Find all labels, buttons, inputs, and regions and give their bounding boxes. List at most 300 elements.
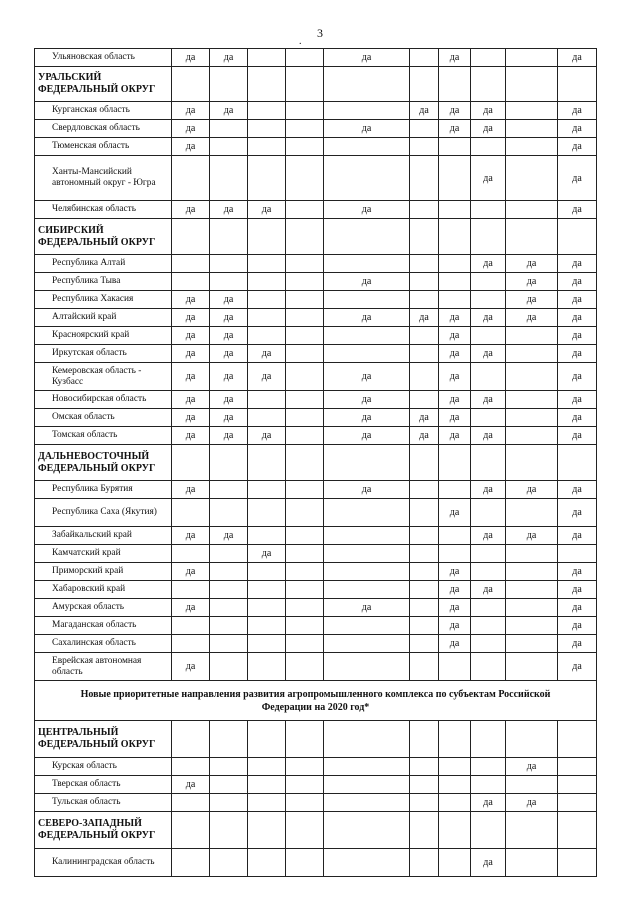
direction-cell: да bbox=[172, 363, 210, 391]
direction-cell: да bbox=[410, 409, 439, 427]
direction-cell bbox=[506, 201, 558, 219]
subject-name: Омская область bbox=[35, 409, 172, 427]
direction-cell bbox=[172, 273, 210, 291]
subject-name: Курская область bbox=[35, 758, 172, 776]
direction-cell bbox=[286, 812, 324, 849]
direction-cell bbox=[286, 776, 324, 794]
direction-cell: да bbox=[172, 345, 210, 363]
direction-cell bbox=[210, 445, 248, 481]
direction-cell bbox=[324, 563, 410, 581]
direction-cell bbox=[506, 409, 558, 427]
direction-cell: да bbox=[172, 138, 210, 156]
direction-cell bbox=[506, 776, 558, 794]
direction-cell: да bbox=[172, 120, 210, 138]
table-row bbox=[35, 635, 597, 653]
region-row bbox=[35, 812, 597, 849]
direction-cell: да bbox=[324, 49, 410, 67]
direction-cell: да bbox=[558, 481, 597, 499]
direction-cell: да bbox=[471, 849, 506, 877]
direction-cell: да bbox=[172, 653, 210, 681]
direction-cell bbox=[439, 653, 471, 681]
direction-cell: да bbox=[172, 409, 210, 427]
direction-cell bbox=[172, 67, 210, 102]
direction-cell: да bbox=[558, 327, 597, 345]
direction-cell: да bbox=[506, 309, 558, 327]
direction-cell: да bbox=[172, 309, 210, 327]
direction-cell bbox=[172, 794, 210, 812]
direction-cell bbox=[248, 849, 286, 877]
subject-name: Новосибирская область bbox=[35, 391, 172, 409]
direction-cell bbox=[506, 581, 558, 599]
direction-cell: да bbox=[439, 391, 471, 409]
direction-cell bbox=[506, 67, 558, 102]
subject-name: Красноярский край bbox=[35, 327, 172, 345]
direction-cell: да bbox=[558, 49, 597, 67]
direction-cell bbox=[439, 721, 471, 758]
direction-cell bbox=[248, 409, 286, 427]
direction-cell: да bbox=[558, 291, 597, 309]
direction-cell bbox=[410, 445, 439, 481]
table-row bbox=[35, 156, 597, 201]
direction-cell bbox=[210, 273, 248, 291]
direction-cell: да bbox=[172, 427, 210, 445]
direction-cell: да bbox=[558, 409, 597, 427]
direction-cell bbox=[439, 67, 471, 102]
direction-cell bbox=[324, 776, 410, 794]
direction-cell: да bbox=[439, 635, 471, 653]
direction-cell: да bbox=[210, 102, 248, 120]
direction-cell bbox=[471, 201, 506, 219]
direction-cell bbox=[410, 481, 439, 499]
direction-cell: да bbox=[324, 120, 410, 138]
direction-cell bbox=[286, 445, 324, 481]
direction-cell bbox=[286, 563, 324, 581]
subject-name: Тульская область bbox=[35, 794, 172, 812]
direction-cell bbox=[324, 102, 410, 120]
region-row bbox=[35, 219, 597, 255]
direction-cell bbox=[248, 219, 286, 255]
direction-cell bbox=[286, 653, 324, 681]
direction-cell: да bbox=[439, 427, 471, 445]
direction-cell: да bbox=[558, 138, 597, 156]
direction-cell bbox=[248, 67, 286, 102]
table-row bbox=[35, 345, 597, 363]
direction-cell: да bbox=[558, 391, 597, 409]
direction-cell bbox=[248, 291, 286, 309]
page-number: 3 bbox=[317, 26, 323, 40]
direction-cell: да bbox=[558, 427, 597, 445]
direction-cell bbox=[410, 345, 439, 363]
direction-cell: да bbox=[506, 758, 558, 776]
direction-cell bbox=[471, 291, 506, 309]
table-row bbox=[35, 481, 597, 499]
direction-cell bbox=[410, 635, 439, 653]
direction-cell bbox=[471, 721, 506, 758]
subject-name: Кемеровская область - Кузбасс bbox=[35, 363, 172, 391]
direction-cell: да bbox=[248, 345, 286, 363]
direction-cell bbox=[210, 499, 248, 527]
direction-cell bbox=[506, 219, 558, 255]
direction-cell bbox=[506, 617, 558, 635]
table-row bbox=[35, 758, 597, 776]
direction-cell bbox=[506, 849, 558, 877]
region-row bbox=[35, 721, 597, 758]
direction-cell bbox=[210, 721, 248, 758]
direction-cell bbox=[248, 49, 286, 67]
direction-cell bbox=[471, 599, 506, 617]
table-row bbox=[35, 776, 597, 794]
region-name: СИБИРСКИЙ ФЕДЕРАЛЬНЫЙ ОКРУГ bbox=[35, 219, 172, 255]
direction-cell bbox=[248, 327, 286, 345]
direction-cell bbox=[506, 812, 558, 849]
region-row bbox=[35, 67, 597, 102]
region-row bbox=[35, 445, 597, 481]
direction-cell bbox=[172, 445, 210, 481]
direction-cell bbox=[506, 345, 558, 363]
subject-name: Свердловская область bbox=[35, 120, 172, 138]
direction-cell: да bbox=[506, 481, 558, 499]
direction-cell: да bbox=[506, 255, 558, 273]
direction-cell: да bbox=[324, 273, 410, 291]
direction-cell bbox=[410, 545, 439, 563]
direction-cell bbox=[210, 653, 248, 681]
direction-cell bbox=[210, 219, 248, 255]
direction-cell bbox=[324, 345, 410, 363]
direction-cell: да bbox=[439, 363, 471, 391]
direction-cell bbox=[248, 721, 286, 758]
direction-cell bbox=[324, 138, 410, 156]
subject-name: Приморский край bbox=[35, 563, 172, 581]
direction-cell: да bbox=[324, 363, 410, 391]
section-row bbox=[35, 681, 597, 721]
direction-cell bbox=[248, 499, 286, 527]
direction-cell: да bbox=[471, 345, 506, 363]
direction-cell bbox=[286, 794, 324, 812]
direction-cell bbox=[248, 102, 286, 120]
direction-cell: да bbox=[210, 291, 248, 309]
direction-cell bbox=[286, 255, 324, 273]
direction-cell bbox=[506, 545, 558, 563]
direction-cell bbox=[324, 445, 410, 481]
direction-cell bbox=[471, 812, 506, 849]
direction-cell bbox=[410, 776, 439, 794]
direction-cell bbox=[210, 776, 248, 794]
direction-cell bbox=[471, 617, 506, 635]
direction-cell bbox=[248, 599, 286, 617]
direction-cell bbox=[410, 49, 439, 67]
direction-cell bbox=[439, 812, 471, 849]
table-row bbox=[35, 138, 597, 156]
direction-cell: да bbox=[324, 201, 410, 219]
direction-cell bbox=[172, 812, 210, 849]
direction-cell bbox=[410, 391, 439, 409]
direction-cell bbox=[210, 849, 248, 877]
table-row bbox=[35, 599, 597, 617]
direction-cell: да bbox=[210, 409, 248, 427]
direction-cell bbox=[410, 255, 439, 273]
subject-name: Еврейская автономная область bbox=[35, 653, 172, 681]
direction-cell bbox=[324, 527, 410, 545]
direction-cell bbox=[410, 273, 439, 291]
direction-cell bbox=[286, 581, 324, 599]
region-name: ЦЕНТРАЛЬНЫЙ ФЕДЕРАЛЬНЫЙ ОКРУГ bbox=[35, 721, 172, 758]
direction-cell bbox=[471, 445, 506, 481]
direction-cell bbox=[471, 409, 506, 427]
direction-cell: да bbox=[439, 345, 471, 363]
direction-cell bbox=[410, 138, 439, 156]
direction-cell bbox=[172, 849, 210, 877]
direction-cell bbox=[286, 49, 324, 67]
direction-cell bbox=[506, 721, 558, 758]
direction-cell bbox=[410, 563, 439, 581]
direction-cell bbox=[471, 563, 506, 581]
direction-cell bbox=[439, 156, 471, 201]
direction-cell: да bbox=[324, 409, 410, 427]
direction-cell: да bbox=[558, 273, 597, 291]
direction-cell: да bbox=[439, 409, 471, 427]
direction-cell bbox=[439, 445, 471, 481]
direction-cell bbox=[324, 255, 410, 273]
subject-name: Томская область bbox=[35, 427, 172, 445]
direction-cell bbox=[172, 721, 210, 758]
table-row bbox=[35, 201, 597, 219]
direction-cell bbox=[286, 102, 324, 120]
subject-name: Республика Бурятия bbox=[35, 481, 172, 499]
direction-cell bbox=[210, 545, 248, 563]
direction-cell: да bbox=[324, 427, 410, 445]
direction-cell: да bbox=[558, 120, 597, 138]
table-row bbox=[35, 255, 597, 273]
direction-cell bbox=[471, 545, 506, 563]
direction-cell bbox=[439, 545, 471, 563]
direction-cell bbox=[248, 273, 286, 291]
direction-cell bbox=[558, 794, 597, 812]
direction-cell bbox=[471, 219, 506, 255]
direction-cell: да bbox=[558, 653, 597, 681]
direction-cell bbox=[324, 499, 410, 527]
direction-cell bbox=[172, 156, 210, 201]
direction-cell bbox=[248, 653, 286, 681]
direction-cell: да bbox=[558, 363, 597, 391]
subject-name: Тверская область bbox=[35, 776, 172, 794]
direction-cell: да bbox=[558, 581, 597, 599]
subject-name: Амурская область bbox=[35, 599, 172, 617]
page-mark: . bbox=[299, 36, 302, 47]
region-name: СЕВЕРО-ЗАПАДНЫЙ ФЕДЕРАЛЬНЫЙ ОКРУГ bbox=[35, 812, 172, 849]
direction-cell bbox=[558, 776, 597, 794]
direction-cell bbox=[558, 721, 597, 758]
direction-cell: да bbox=[471, 794, 506, 812]
direction-cell bbox=[410, 363, 439, 391]
direction-cell bbox=[471, 776, 506, 794]
direction-cell bbox=[558, 758, 597, 776]
direction-cell bbox=[410, 120, 439, 138]
direction-cell: да bbox=[172, 201, 210, 219]
direction-cell bbox=[558, 67, 597, 102]
direction-cell bbox=[410, 812, 439, 849]
direction-cell: да bbox=[172, 49, 210, 67]
direction-cell: да bbox=[439, 120, 471, 138]
direction-cell bbox=[471, 653, 506, 681]
direction-cell: да bbox=[506, 794, 558, 812]
direction-cell bbox=[506, 327, 558, 345]
direction-cell bbox=[248, 617, 286, 635]
table-row bbox=[35, 545, 597, 563]
direction-cell bbox=[471, 49, 506, 67]
direction-cell: да bbox=[558, 499, 597, 527]
direction-cell bbox=[471, 67, 506, 102]
direction-cell: да bbox=[172, 481, 210, 499]
direction-cell bbox=[410, 581, 439, 599]
direction-cell: да bbox=[506, 527, 558, 545]
direction-cell: да bbox=[439, 49, 471, 67]
direction-cell bbox=[324, 653, 410, 681]
direction-cell bbox=[439, 794, 471, 812]
direction-cell bbox=[439, 291, 471, 309]
direction-cell: да bbox=[210, 527, 248, 545]
direction-cell bbox=[410, 219, 439, 255]
direction-cell bbox=[286, 481, 324, 499]
direction-cell: да bbox=[439, 309, 471, 327]
direction-cell bbox=[324, 617, 410, 635]
direction-cell bbox=[506, 391, 558, 409]
direction-cell bbox=[410, 794, 439, 812]
direction-cell: да bbox=[558, 617, 597, 635]
direction-cell bbox=[439, 138, 471, 156]
direction-cell: да bbox=[210, 427, 248, 445]
direction-cell: да bbox=[248, 545, 286, 563]
direction-cell bbox=[286, 427, 324, 445]
subject-name: Сахалинская область bbox=[35, 635, 172, 653]
direction-cell bbox=[506, 138, 558, 156]
direction-cell bbox=[286, 67, 324, 102]
direction-cell bbox=[439, 273, 471, 291]
direction-cell bbox=[439, 481, 471, 499]
direction-cell: да bbox=[210, 49, 248, 67]
direction-cell: да bbox=[471, 581, 506, 599]
direction-cell bbox=[286, 391, 324, 409]
subject-name: Республика Саха (Якутия) bbox=[35, 499, 172, 527]
section-title: Новые приоритетные направления развития агропромышленного комплекса по субъектам Российской Федерации на 2020 год* bbox=[35, 681, 597, 721]
direction-cell: да bbox=[558, 255, 597, 273]
direction-cell: да bbox=[558, 102, 597, 120]
direction-cell: да bbox=[506, 291, 558, 309]
direction-cell: да bbox=[172, 391, 210, 409]
table-row bbox=[35, 617, 597, 635]
direction-cell bbox=[248, 758, 286, 776]
region-name: УРАЛЬСКИЙ ФЕДЕРАЛЬНЫЙ ОКРУГ bbox=[35, 67, 172, 102]
direction-cell bbox=[506, 427, 558, 445]
direction-cell: да bbox=[172, 527, 210, 545]
subject-name: Забайкальский край bbox=[35, 527, 172, 545]
direction-cell: да bbox=[172, 599, 210, 617]
direction-cell bbox=[248, 776, 286, 794]
direction-cell bbox=[324, 219, 410, 255]
direction-cell bbox=[410, 617, 439, 635]
table-row bbox=[35, 794, 597, 812]
direction-cell bbox=[286, 527, 324, 545]
direction-cell bbox=[286, 363, 324, 391]
subject-name: Иркутская область bbox=[35, 345, 172, 363]
direction-cell bbox=[210, 812, 248, 849]
table-row bbox=[35, 273, 597, 291]
region-name: ДАЛЬНЕВОСТОЧНЫЙ ФЕДЕРАЛЬНЫЙ ОКРУГ bbox=[35, 445, 172, 481]
direction-cell bbox=[248, 138, 286, 156]
direction-cell bbox=[471, 273, 506, 291]
direction-cell: да bbox=[248, 363, 286, 391]
direction-cell: да bbox=[210, 201, 248, 219]
direction-cell bbox=[506, 599, 558, 617]
table-row bbox=[35, 49, 597, 67]
subject-name: Хабаровский край bbox=[35, 581, 172, 599]
direction-cell bbox=[558, 545, 597, 563]
direction-cell bbox=[324, 721, 410, 758]
subject-name: Тюменская область bbox=[35, 138, 172, 156]
direction-cell: да bbox=[324, 391, 410, 409]
direction-cell bbox=[286, 545, 324, 563]
direction-cell bbox=[248, 391, 286, 409]
direction-cell bbox=[286, 635, 324, 653]
subject-name: Калининградская область bbox=[35, 849, 172, 877]
direction-cell bbox=[439, 201, 471, 219]
direction-cell: да bbox=[439, 599, 471, 617]
direction-cell: да bbox=[558, 599, 597, 617]
direction-cell bbox=[506, 653, 558, 681]
table-row bbox=[35, 653, 597, 681]
direction-cell bbox=[439, 255, 471, 273]
table-row bbox=[35, 291, 597, 309]
direction-cell bbox=[410, 527, 439, 545]
direction-cell bbox=[286, 345, 324, 363]
table-row bbox=[35, 427, 597, 445]
direction-cell bbox=[172, 617, 210, 635]
direction-cell bbox=[439, 849, 471, 877]
direction-cell bbox=[248, 445, 286, 481]
direction-cell: да bbox=[439, 617, 471, 635]
priority-directions-table bbox=[34, 48, 597, 877]
table-row bbox=[35, 499, 597, 527]
direction-cell bbox=[172, 758, 210, 776]
direction-cell bbox=[324, 545, 410, 563]
direction-cell bbox=[210, 156, 248, 201]
direction-cell bbox=[506, 156, 558, 201]
direction-cell bbox=[410, 721, 439, 758]
direction-cell: да bbox=[324, 481, 410, 499]
table-row bbox=[35, 563, 597, 581]
direction-cell: да bbox=[471, 309, 506, 327]
direction-cell bbox=[286, 327, 324, 345]
direction-cell bbox=[210, 794, 248, 812]
direction-cell: да bbox=[558, 345, 597, 363]
direction-cell bbox=[471, 327, 506, 345]
direction-cell bbox=[410, 327, 439, 345]
direction-cell bbox=[506, 49, 558, 67]
subject-name: Магаданская область bbox=[35, 617, 172, 635]
direction-cell: да bbox=[506, 273, 558, 291]
direction-cell: да bbox=[439, 499, 471, 527]
direction-cell bbox=[324, 291, 410, 309]
table-row bbox=[35, 409, 597, 427]
direction-cell bbox=[324, 581, 410, 599]
direction-cell bbox=[248, 581, 286, 599]
direction-cell bbox=[506, 363, 558, 391]
direction-cell bbox=[324, 812, 410, 849]
direction-cell: да bbox=[248, 427, 286, 445]
table-row bbox=[35, 581, 597, 599]
direction-cell bbox=[324, 67, 410, 102]
direction-cell: да bbox=[471, 481, 506, 499]
table-row bbox=[35, 120, 597, 138]
